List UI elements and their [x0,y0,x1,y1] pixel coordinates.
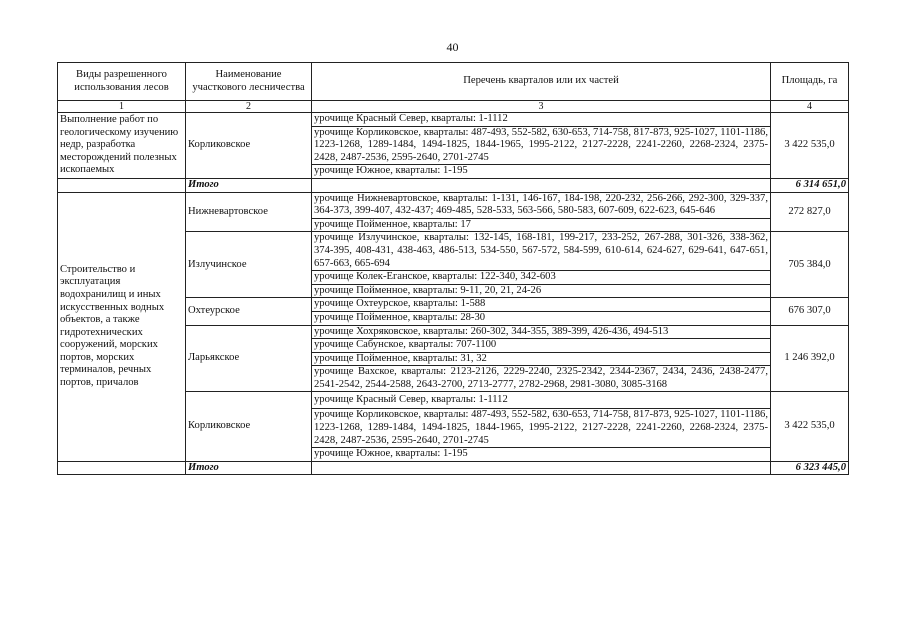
empty-cell [58,178,186,192]
empty-cell [312,178,771,192]
tract-cell: урочище Излучинское, кварталы: 132-145, 168-181, 199-217, 233-252, 267-288, 301-326, 338-362, 374-395, 408-431, 438-463, 486-513, 534-550, 567-572, 584-599, 610-614, 624-627, 629-641, 647-651, 657-663, 665-694 [312,232,771,271]
tract-cell: урочище Нижневартовское, кварталы: 1-131, 146-167, 184-198, 220-232, 256-266, 292-300, 329-337, 364-373, 399-407, 432-437; 469-485, 528-533, 563-566, 580-583, 607-609, 622-623, 645-646 [312,192,771,218]
empty-cell [312,461,771,475]
tract-cell: урочище Корликовское, кварталы: 487-493, 552-582, 630-653, 714-758, 817-873, 925-1027, 1101-1186, 1223-1268, 1289-1484, 1494-1825, 1844-1965, 1995-2122, 2127-2228, 2241-2260, 2268-2324, 2375-2428, 2487-2536, 2595-2640, 2701-2745 [312,409,771,448]
total-value: 6 314 651,0 [771,178,849,192]
tract-cell: урочище Южное, кварталы: 1-195 [312,448,771,462]
area-cell: 3 422 535,0 [771,392,849,461]
area-cell: 676 307,0 [771,298,849,325]
forestry-name-cell: Нижневартовское [186,192,312,232]
tract-cell: урочище Красный Север, кварталы: 1-1112 [312,392,771,409]
forestry-name-cell: Ларьякское [186,325,312,392]
tract-cell: урочище Сабунское, кварталы: 707-1100 [312,339,771,353]
tract-cell: урочище Колек-Еганское, кварталы: 122-340, 342-603 [312,271,771,285]
table-row [58,192,849,218]
forestry-name-cell: Охтеурское [186,298,312,325]
forest-use-table [57,62,849,475]
total-label: Итого [186,178,312,192]
tract-cell: урочище Пойменное, кварталы: 9-11, 20, 21, 24-26 [312,284,771,298]
column-number: 4 [771,101,849,113]
header-row [58,63,849,101]
page-number: 40 [446,40,459,54]
forestry-name-cell: Корликовское [186,113,312,179]
tract-cell: урочище Пойменное, кварталы: 17 [312,218,771,232]
tract-cell: урочище Южное, кварталы: 1-195 [312,165,771,179]
column-number: 2 [186,101,312,113]
area-cell: 272 827,0 [771,192,849,232]
tract-cell: урочище Корликовское, кварталы: 487-493, 552-582, 630-653, 714-758, 817-873, 925-1027, 1101-1186, 1223-1268, 1289-1484, 1494-1825, 1844-1965, 1995-2122, 2127-2228, 2241-2260, 2268-2324, 2375-2428, 2487-2536, 2595-2640, 2701-2745 [312,126,771,165]
header-area: Площадь, га [771,63,849,101]
empty-cell [58,461,186,475]
total-value: 6 323 445,0 [771,461,849,475]
total-row [58,178,849,192]
total-label: Итого [186,461,312,475]
table-row [58,113,849,127]
header-tracts: Перечень кварталов или их частей [312,63,771,101]
area-cell: 3 422 535,0 [771,113,849,179]
column-number-row [58,101,849,113]
tract-cell: урочище Вахское, кварталы: 2123-2126, 2229-2240, 2325-2342, 2344-2367, 2434, 2436, 2438-2477, 2541-2542, 2544-2588, 2643-2700, 2713-2777, 2782-2968, 2981-3080, 3085-3168 [312,366,771,392]
column-number: 3 [312,101,771,113]
column-number: 1 [58,101,186,113]
use-type-cell: Выполнение работ по геологическому изучению недр, разработка месторождений полезных ископаемых [58,113,186,179]
tract-cell: урочище Охтеурское, кварталы: 1-588 [312,298,771,312]
area-cell: 705 384,0 [771,232,849,298]
use-type-cell: Строительство и эксплуатация водохранилищ и иных искусственных водных объектов, а также гидротехнических сооружений, морских портов, морских терминалов, речных портов, причалов [58,192,186,461]
tract-cell: урочище Хохряковское, кварталы: 260-302, 344-355, 389-399, 426-436, 494-513 [312,325,771,339]
forestry-name-cell: Корликовское [186,392,312,461]
tract-cell: урочище Пойменное, кварталы: 31, 32 [312,352,771,366]
forestry-name-cell: Излучинское [186,232,312,298]
total-row [58,461,849,475]
tract-cell: урочище Пойменное, кварталы: 28-30 [312,311,771,325]
header-use-type: Виды разрешенного использования лесов [58,63,186,101]
tract-cell: урочище Красный Север, кварталы: 1-1112 [312,113,771,127]
header-forestry: Наименование участкового лесничества [186,63,312,101]
area-cell: 1 246 392,0 [771,325,849,392]
